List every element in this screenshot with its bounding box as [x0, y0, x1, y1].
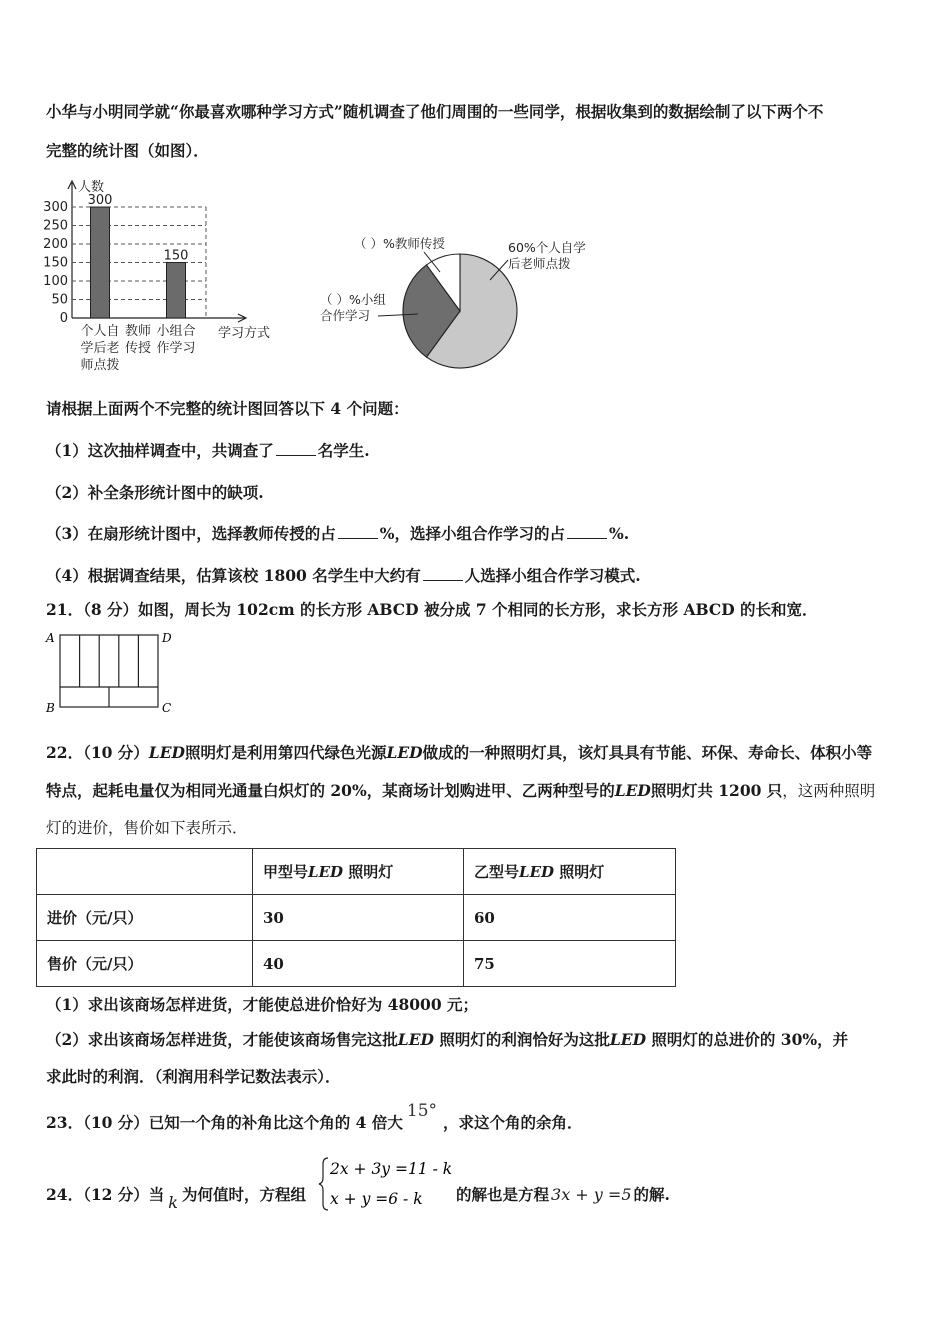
p23-post: ，求这个角的余角．: [443, 1113, 583, 1132]
pie-chart: [312, 228, 612, 378]
label-d: D: [162, 631, 172, 645]
problem-22-line-3: 灯的进价，售价如下表所示．: [46, 819, 248, 837]
x-tick-label: 传授: [124, 341, 152, 356]
led-term: LED: [386, 743, 423, 762]
question-3-post: %.: [609, 524, 630, 543]
p23-pre: 23．（10 分）已知一个角的补角比这个角的 4 倍大: [46, 1113, 403, 1132]
table-corner-cell: [37, 849, 253, 895]
x-tick-label: 个人自: [80, 324, 120, 339]
problem-21: 21．（8 分）如图，周长为 102cm 的长方形 ABCD 被分成 7 个相同的长方形，求长方形 ABCD 的长和宽．: [46, 600, 818, 619]
question-2: （2）补全条形统计图中的缺项.: [46, 483, 264, 502]
led-term: LED: [397, 1030, 434, 1049]
problem-22-line-1: [46, 742, 910, 764]
question-4: [46, 565, 910, 587]
p22-s2-pre: （2）求出该商场怎样进货，才能使该商场售完这批: [46, 1030, 398, 1049]
y-tick-label: 300: [43, 200, 68, 215]
p22-l2-pre: 特点，起耗电量仅为相同光通量白炽灯的 20%，某商场计划购进甲、乙两种型号的: [46, 781, 615, 800]
label-a: A: [46, 631, 55, 645]
equation-1: 2x + 3y =11 - k: [330, 1160, 453, 1178]
table-cell: 75: [464, 941, 676, 987]
question-4-pre: （4）根据调查结果，估算该校 1800 名学生中大约有: [46, 566, 421, 585]
intro-line-1: 小华与小明同学就“你最喜欢哪种学习方式”随机调查了他们周围的一些同学，根据收集到的数据绘制了以下两个不: [46, 102, 824, 121]
table-cell: 60: [464, 895, 676, 941]
p22-s2-mid: 照明灯的利润恰好为这批: [433, 1030, 610, 1049]
question-3-mid: %，选择小组合作学习的占: [379, 524, 566, 543]
x-tick-label: 学后老: [80, 341, 120, 356]
degree-value: 15°: [406, 1101, 438, 1121]
table-header-cell: 甲型号LED 照明灯: [253, 849, 464, 895]
x-tick-label: 教师: [124, 324, 152, 339]
question-1: [46, 440, 910, 462]
p22-l2-post: ，这两种照明: [782, 782, 876, 800]
answer-blank[interactable]: [423, 566, 463, 581]
bar: [167, 263, 186, 319]
table-row: [37, 941, 676, 987]
problem-22-sub-2: [46, 1029, 910, 1051]
problem-24-tail: [456, 1184, 910, 1206]
y-tick-label: 100: [43, 274, 68, 289]
table-row-label: 售价（元/只）: [37, 941, 253, 987]
variable-k: k: [168, 1193, 178, 1212]
question-1-post: 名学生.: [317, 441, 370, 460]
table-cell: 30: [253, 895, 464, 941]
answer-blank[interactable]: [338, 524, 378, 539]
label-b: B: [46, 701, 55, 714]
bar-chart: [40, 175, 290, 375]
system-brace: [319, 1158, 328, 1210]
led-term: LED: [148, 743, 185, 762]
answer-blank[interactable]: [276, 441, 316, 456]
p22-prefix: 22．（10 分）: [46, 743, 149, 762]
p24-mid: 为何值时，方程组: [182, 1185, 307, 1204]
question-3: [46, 523, 910, 545]
p22-mid: 照明灯是利用第四代绿色光源: [184, 743, 387, 762]
table-header-cell: 乙型号LED 照明灯: [464, 849, 676, 895]
x-tick-label: 师点拨: [80, 358, 120, 373]
table-row-label: 进价（元/只）: [37, 895, 253, 941]
pie-slice-label: 后老师点拨: [508, 256, 571, 271]
bar-data-label: 300: [87, 193, 113, 208]
pie-slice-label: 60%个人自学: [508, 240, 586, 255]
led-term: LED: [609, 1030, 647, 1049]
y-tick-label: 200: [43, 237, 68, 252]
y-tick-label: 150: [43, 255, 68, 271]
problem-22-line-2: [46, 780, 910, 802]
y-tick-label: 0: [59, 311, 68, 326]
p24-post1: 的解也是方程: [456, 1185, 550, 1204]
question-4-post: 人选择小组合作学习模式.: [464, 566, 641, 585]
pie-slice-label: （ ）%小组: [320, 292, 386, 307]
x-tick-label: 作学习: [156, 341, 196, 356]
table-header-row: [37, 849, 676, 895]
p22-l2-mid: 照明灯共 1200 只: [650, 781, 783, 800]
bar-data-label: 150: [163, 248, 189, 264]
p24-post2: 的解.: [633, 1185, 670, 1204]
intro-line-2: 完整的统计图（如图）．: [46, 141, 209, 160]
rectangle-abcd-figure: [44, 628, 184, 714]
answer-blank[interactable]: [567, 524, 607, 539]
question-1-pre: （1）这次抽样调查中，共调查了: [46, 441, 274, 460]
bar: [91, 207, 110, 318]
equation-3: 3x + y =5: [551, 1185, 632, 1204]
table-cell: 40: [253, 941, 464, 987]
x-tick-label: 小组合: [156, 324, 196, 339]
pie-slice-label: （ ）%教师传授: [354, 236, 445, 251]
problem-22-sub-1: （1）求出该商场怎样进货，才能使总进价恰好为 48000 元；: [46, 995, 479, 1014]
y-axis-label: 人数: [78, 180, 105, 195]
p22-s2-post: 照明灯的总进价的 30%，并: [646, 1030, 849, 1049]
led-term: LED: [614, 781, 651, 800]
y-tick-label: 50: [51, 292, 68, 308]
problem-22-sub-3: 求此时的利润．（利润用科学记数法表示）．: [46, 1067, 341, 1086]
x-axis-label: 学习方式: [218, 326, 271, 341]
question-3-pre: （3）在扇形统计图中，选择教师传授的占: [46, 524, 336, 543]
problem-23: [46, 1101, 910, 1134]
table-row: [37, 895, 676, 941]
price-table: [36, 848, 676, 987]
y-tick-label: 250: [43, 218, 68, 234]
equation-2: x + y =6 - k: [330, 1190, 423, 1208]
p24-pre: 24．（12 分）当: [46, 1185, 165, 1204]
label-c: C: [162, 701, 172, 714]
questions-intro: 请根据上面两个不完整的统计图回答以下 4 个问题：: [46, 399, 409, 418]
p22-post: 做成的一种照明灯具，该灯具具有节能、环保、寿命长、体积小等: [422, 743, 873, 762]
pie-slice-label: 合作学习: [320, 308, 371, 323]
equation-system: [318, 1154, 458, 1214]
